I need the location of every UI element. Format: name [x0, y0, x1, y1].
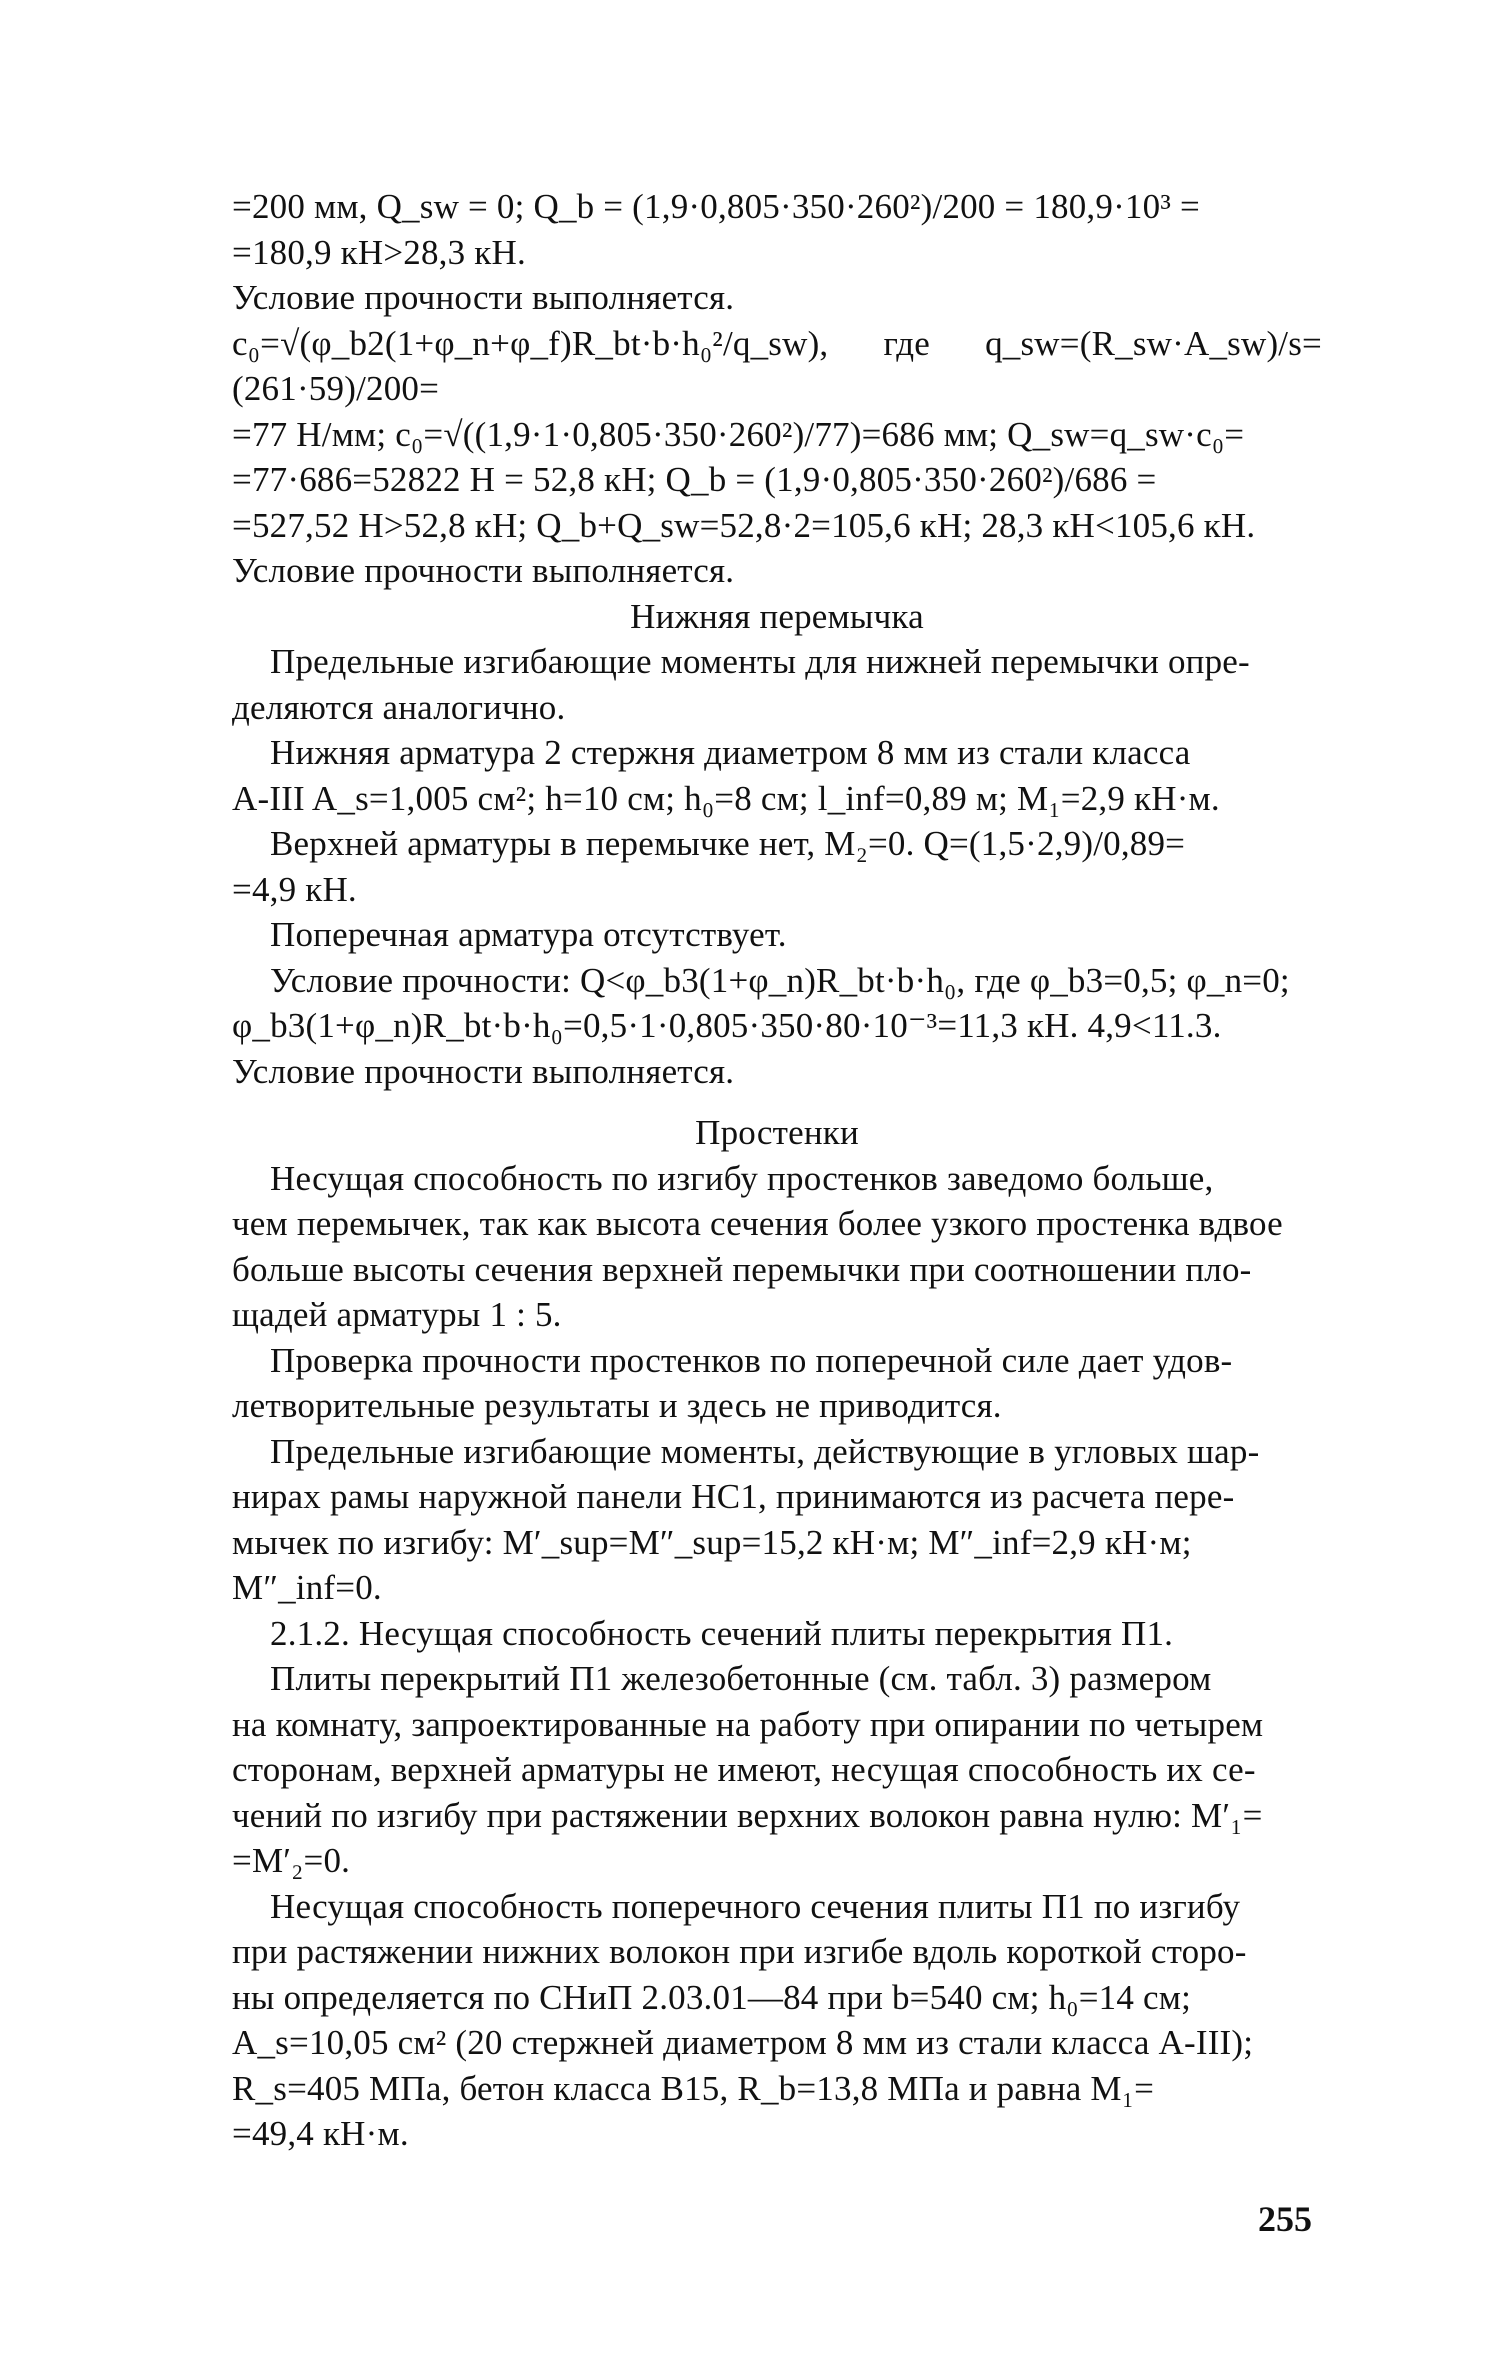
text-line: =200 мм, Q_sw = 0; Q_b = (1,9·0,805·350·260²)/200 = 180,9·10³ =	[232, 187, 1200, 226]
text-line: =4,9 кН.	[232, 869, 357, 909]
text-line: Поперечная арматура отсутствует.	[270, 915, 787, 954]
text-line: Плиты перекрытий П1 железобетонные (см. табл. 3) размером	[270, 1659, 1212, 1698]
subsection-heading: 2.1.2. Несущая способность сечений плиты перекрытия П1.	[270, 1613, 1174, 1653]
section-heading: Нижняя перемычка	[630, 596, 924, 636]
text-line: =M′₂=0.	[232, 1841, 351, 1880]
text-line: Условие прочности выполняется.	[232, 278, 735, 317]
text-line: Условие прочности выполняется.	[232, 1051, 735, 1091]
text-line: при растяжении нижних волокон при изгибе вдоль короткой сторо-	[232, 1932, 1247, 1971]
text-line: больше высоты сечения верхней перемычки при соотношении пло-	[232, 1249, 1252, 1289]
text-line: M″_inf=0.	[232, 1568, 382, 1607]
text-line: нирах рамы наружной панели НС1, принимаются из расчета пере-	[232, 1477, 1235, 1516]
text-line: на комнату, запроектированные на работу при опирании по четырем	[232, 1704, 1264, 1744]
formula-line: =527,52 Н>52,8 кН; Q_b+Q_sw=52,8·2=105,6 кН; 28,3 кН<105,6 кН.	[232, 505, 1256, 545]
text-line: Верхней арматуры в перемычке нет, M₂=0. Q=(1,5·2,9)/0,89=	[270, 824, 1186, 863]
text-line: деляются аналогично.	[232, 687, 566, 727]
text-line: Несущая способность поперечного сечения плиты П1 по изгибу	[270, 1886, 1241, 1926]
text-line: чений по изгибу при растяжении верхних волокон равна нулю: M′₁=	[232, 1795, 1263, 1835]
section-heading: Простенки	[695, 1113, 859, 1152]
text-line: Условие прочности выполняется.	[232, 551, 735, 590]
formula-line: c₀=√(φ_b2(1+φ_n+φ_f)R_bt·b·h₀²/q_sw), где q_sw=(R_sw·A_sw)/s=(261·59)/200=	[232, 323, 1322, 408]
text-line: Проверка прочности простенков по поперечной силе дает удов-	[270, 1340, 1233, 1380]
text-line: Предельные изгибающие моменты для нижней перемычки опре-	[270, 642, 1250, 681]
text-line: =180,9 кН>28,3 кН.	[232, 232, 526, 272]
text-line: A_s=10,05 см² (20 стержней диаметром 8 мм из стали класса А-III);	[232, 2023, 1254, 2062]
page-body	[232, 184, 1322, 2157]
text-line: ны определяется по СНиП 2.03.01—84 при b=540 см; h₀=14 см;	[232, 1977, 1192, 2017]
text-line: чем перемычек, так как высота сечения более узкого простенка вдвое	[232, 1204, 1283, 1243]
text-line: А-III A_s=1,005 см²; h=10 см; h₀=8 см; l_inf=0,89 м; M₁=2,9 кН·м.	[232, 778, 1220, 818]
text-line: мычек по изгибу: M′_sup=M″_sup=15,2 кН·м; M″_inf=2,9 кН·м;	[232, 1522, 1192, 1562]
formula-line: =77 Н/мм; c₀=√((1,9·1·0,805·350·260²)/77)=686 мм; Q_sw=q_sw·c₀=	[232, 414, 1245, 454]
text-line: Несущая способность по изгибу простенков заведомо больше,	[270, 1158, 1214, 1198]
text-line: щадей арматуры 1 : 5.	[232, 1295, 562, 1334]
page-number: 255	[1258, 2199, 1312, 2239]
text-line: Предельные изгибающие моменты, действующие в угловых шар-	[270, 1431, 1260, 1471]
text-line: Условие прочности: Q<φ_b3(1+φ_n)R_bt·b·h₀, где φ_b3=0,5; φ_n=0;	[270, 960, 1290, 1000]
text-line: Нижняя арматура 2 стержня диаметром 8 мм из стали класса	[270, 733, 1191, 772]
formula-line: =77·686=52822 Н = 52,8 кН; Q_b = (1,9·0,805·350·260²)/686 =	[232, 460, 1157, 499]
text-line: φ_b3(1+φ_n)R_bt·b·h₀=0,5·1·0,805·350·80·10⁻³=11,3 кН. 4,9<11.3.	[232, 1006, 1222, 1045]
text-line: летворительные результаты и здесь не приводится.	[232, 1386, 1002, 1425]
text-line: R_s=405 МПа, бетон класса В15, R_b=13,8 МПа и равна M₁=	[232, 2068, 1155, 2108]
text-line: сторонам, верхней арматуры не имеют, несущая способность их се-	[232, 1750, 1256, 1789]
text-line: =49,4 кН·м.	[232, 2114, 409, 2153]
